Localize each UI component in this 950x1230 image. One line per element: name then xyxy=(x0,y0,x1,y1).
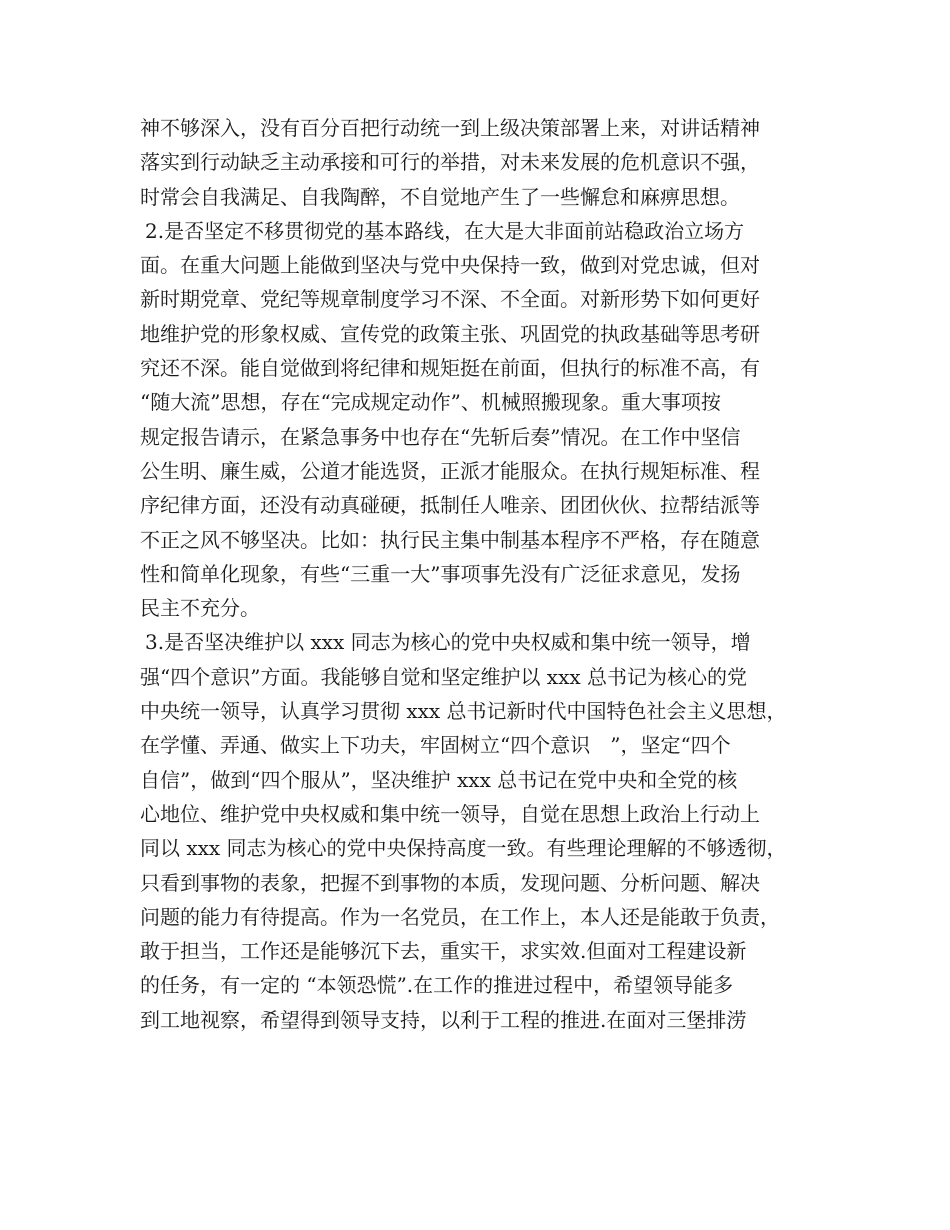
text-line: 强“四个意识”方面。我能够自觉和坚定维护以 xxx 总书记为核心的党 xyxy=(140,664,748,689)
text-line: 神不够深入，没有百分百把行动统一到上级决策部署上来，对讲话精神 xyxy=(140,116,760,140)
text-line: 在学懂、弄通、做实上下功夫，牢固树立“四个意识 ”，坚定“四个 xyxy=(140,733,731,758)
body-text xyxy=(140,111,830,1037)
text-line: 同以 xxx 同志为核心的党中央保持高度一致。有些理论理解的不够透彻， xyxy=(140,836,787,861)
text-line: “随大流”思想，存在“完成规定动作”、机械照搬现象。重大事项按 xyxy=(140,390,721,415)
text-line: 中央统一领导，认真学习贯彻 xxx 总书记新时代中国特色社会主义思想， xyxy=(140,699,787,724)
text-line: 不正之风不够坚决。比如：执行民主集中制基本程序不严格，存在随意 xyxy=(140,527,760,552)
text-line: 规定报告请示，在紧急事务中也存在“先斩后奏”情况。在工作中坚信 xyxy=(140,424,741,449)
text-line: 究还不深。能自觉做到将纪律和规矩挺在前面，但执行的标准不高，有 xyxy=(140,356,760,381)
text-line: 到工地视察，希望得到领导支持，以利于工程的推进.在面对三堡排涝 xyxy=(140,1007,747,1032)
section-heading-line: 3.是否坚决维护以 xxx 同志为核心的党中央权威和集中统一领导，增 xyxy=(145,630,751,655)
text-line: 的任务，有一定的 “本领恐慌”.在工作的推进过程中，希望领导能多 xyxy=(140,973,734,998)
text-line: 序纪律方面，还没有动真碰硬，抵制任人唯亲、团团伙伙、拉帮结派等 xyxy=(140,493,760,518)
text-line: 民主不充分。 xyxy=(140,596,260,621)
text-line: 落实到行动缺乏主动承接和可行的举措，对未来发展的危机意识不强， xyxy=(140,150,760,175)
text-line: 问题的能力有待提高。作为一名党员，在工作上，本人还是能敢于负责， xyxy=(140,904,780,929)
text-line: 公生明、廉生威，公道才能选贤，正派才能服众。在执行规矩标准、程 xyxy=(140,458,760,483)
text-line: 时常会自我满足、自我陶醉，不自觉地产生了一些懈怠和麻痹思想。 xyxy=(140,184,740,209)
text-line: 面。在重大问题上能做到坚决与党中央保持一致，做到对党忠诚，但对 xyxy=(140,253,760,278)
text-line: 心地位、维护党中央权威和集中统一领导，自觉在思想上政治上行动上 xyxy=(140,801,760,826)
text-line: 性和简单化现象，有些“三重一大”事项事先没有广泛征求意见，发扬 xyxy=(140,561,741,586)
text-line: 敢于担当，工作还是能够沉下去，重实干，求实效.但面对工程建设新 xyxy=(140,939,747,964)
text-line: 地维护党的形象权威、宣传党的政策主张、巩固党的执政基础等思考研 xyxy=(140,321,760,346)
text-line: 新时期党章、党纪等规章制度学习不深、不全面。对新形势下如何更好 xyxy=(140,287,760,312)
text-line: 自信”，做到“四个服从”，坚决维护 xxx 总书记在党中央和全党的核 xyxy=(140,767,738,792)
section-heading-line: 2.是否坚定不移贯彻党的基本路线，在大是大非面前站稳政治立场方 xyxy=(145,218,745,243)
text-line: 只看到事物的表象，把握不到事物的本质，发现问题、分析问题、解决 xyxy=(140,870,760,895)
